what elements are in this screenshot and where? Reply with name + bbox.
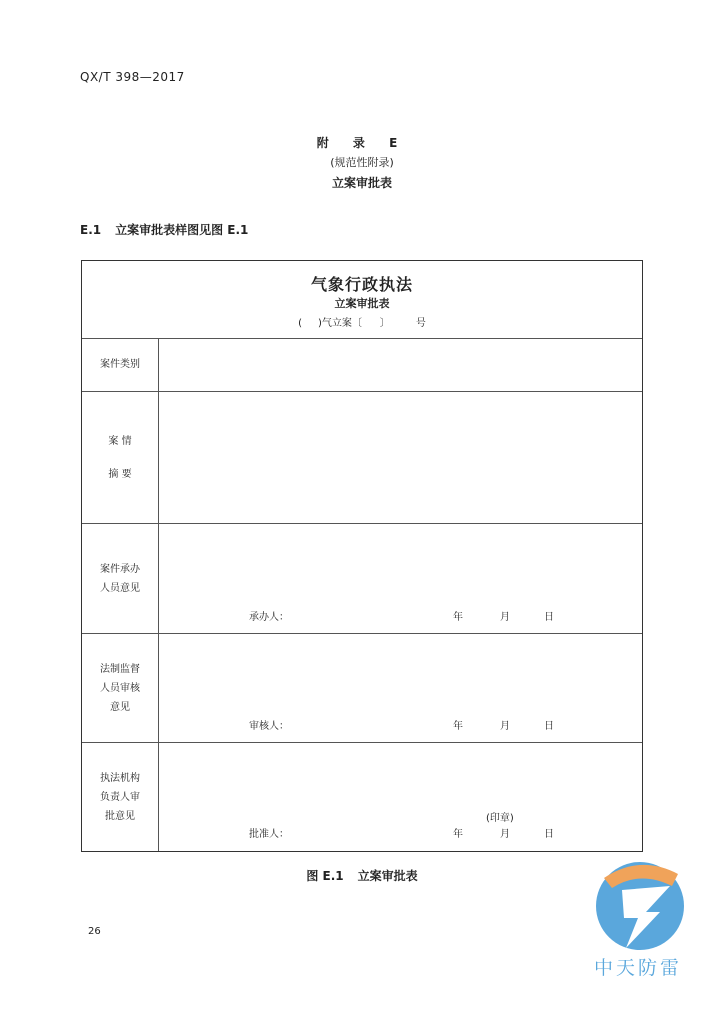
label-line: 案 情 <box>108 435 132 447</box>
clause-text: 立案审批表样图见图 E.1 <box>115 223 249 237</box>
zhongtian-logo-icon <box>586 856 690 952</box>
row-case-summary <box>82 392 642 524</box>
label-line: 负责人审 <box>100 791 140 803</box>
label-line: 案件类别 <box>100 359 140 370</box>
label-line: 意见 <box>110 701 130 713</box>
seal-label: (印章) <box>486 813 514 824</box>
label-line: 批意见 <box>105 810 135 822</box>
appendix-title: 立案审批表 <box>331 176 392 190</box>
date-day: 日 <box>544 721 554 732</box>
page-number: 26 <box>88 926 101 937</box>
label-supervisor-opinion <box>82 634 159 742</box>
date-month: 月 <box>500 721 510 732</box>
label-handler-opinion <box>82 524 159 633</box>
label-line: 法制监督 <box>100 663 140 675</box>
watermark-text: 中天防雷 <box>593 957 682 979</box>
signer-approver: 批准人： <box>249 829 289 840</box>
label-case-category <box>82 338 159 391</box>
date-year: 年 <box>453 612 463 623</box>
clause-number: E.1 <box>80 223 102 237</box>
standard-code: QX/T 398—2017 <box>80 70 185 84</box>
label-line: 摘 要 <box>108 468 132 480</box>
label-line: 案件承办 <box>100 563 140 575</box>
form-title: 气象行政执法 <box>310 275 413 294</box>
approval-form <box>81 260 643 852</box>
number-paren-close: )气立案〔 <box>318 318 362 329</box>
row-case-category <box>82 338 642 392</box>
label-line: 人员审核 <box>100 682 140 694</box>
date-year: 年 <box>453 721 463 732</box>
date-day: 日 <box>544 829 554 840</box>
appendix-label: 附 录 E <box>316 136 408 150</box>
form-number-line <box>82 314 642 329</box>
date-day: 日 <box>544 612 554 623</box>
label-line: 执法机构 <box>100 772 140 784</box>
clause-heading <box>80 221 248 238</box>
appendix-normative: (规范性附录) <box>330 156 394 169</box>
label-head-approval <box>82 743 159 851</box>
number-bracket-close: 〕 <box>379 318 390 329</box>
number-suffix: 号 <box>415 318 426 329</box>
date-month: 月 <box>500 829 510 840</box>
row-supervisor-opinion <box>82 634 642 743</box>
signer-handler: 承办人： <box>249 612 289 623</box>
date-year: 年 <box>453 829 463 840</box>
figure-number: 图 E.1 <box>306 869 344 883</box>
row-handler-opinion <box>82 524 642 634</box>
label-case-summary <box>82 392 159 523</box>
number-paren-open: ( <box>298 318 302 329</box>
label-line: 人员意见 <box>100 582 140 594</box>
form-header <box>82 261 642 339</box>
signer-reviewer: 审核人： <box>249 721 289 732</box>
date-month: 月 <box>500 612 510 623</box>
form-subtitle: 立案审批表 <box>334 297 390 310</box>
figure-title: 立案审批表 <box>357 869 418 883</box>
row-head-approval <box>82 743 642 851</box>
